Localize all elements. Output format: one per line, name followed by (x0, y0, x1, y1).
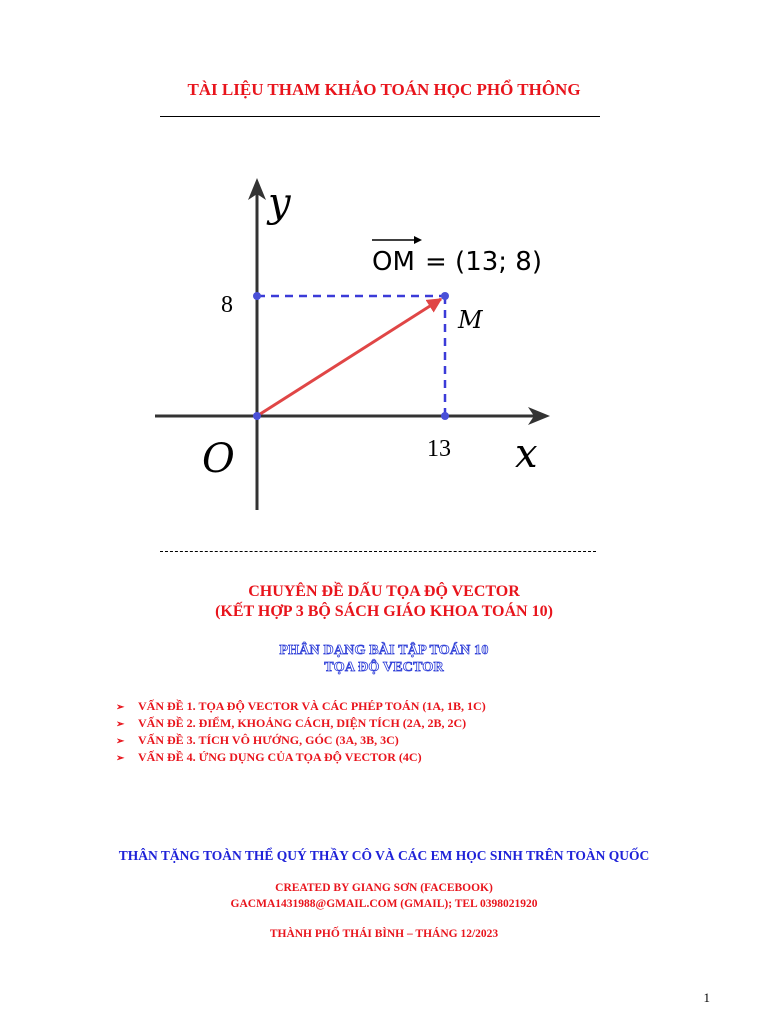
dedication: THÂN TẶNG TOÀN THỂ QUÝ THẦY CÔ VÀ CÁC EM HỌC SINH TRÊN TOÀN QUỐC (118, 848, 650, 863)
page-title: TÀI LIỆU THAM KHẢO TOÁN HỌC PHỔ THÔNG (187, 80, 581, 99)
vector-om (257, 299, 441, 416)
issue-text: VẤN ĐỀ 3. TÍCH VÔ HƯỚNG, GÓC (3A, 3B, 3C) (138, 733, 399, 747)
list-item (116, 715, 486, 732)
point-m-label: M (458, 306, 483, 334)
topic-title-line1: CHUYÊN ĐỀ DẤU TỌA ĐỘ VECTOR (248, 583, 520, 600)
arrow-bullet-icon: ➢ (116, 702, 125, 713)
list-item (116, 732, 486, 749)
vector-value: = (13; 8) (425, 247, 542, 277)
vector-overline-arrow-icon (414, 236, 422, 244)
list-item (116, 698, 486, 715)
arrow-bullet-icon: ➢ (116, 719, 125, 730)
issue-text: VẤN ĐỀ 1. TỌA ĐỘ VECTOR VÀ CÁC PHÉP TOÁN (1A, 1B, 1C) (138, 699, 486, 713)
axis-x-label: x (515, 431, 538, 477)
vector-diagram (140, 160, 580, 530)
page-number: 1 (703, 990, 710, 1005)
topic-title (0, 582, 768, 622)
classification-heading (0, 642, 768, 676)
classification-line1: PHÂN DẠNG BÀI TẬP TOÁN 10 (279, 643, 489, 658)
vector-name: OM (372, 247, 415, 277)
place-date: THÀNH PHỐ THÁI BÌNH – THÁNG 12/2023 (269, 928, 499, 940)
issue-text: VẤN ĐỀ 4. ỨNG DỤNG CỦA TỌA ĐỘ VECTOR (4C) (138, 750, 422, 764)
point-origin (253, 412, 261, 420)
x-value-label: 13 (427, 436, 451, 462)
topic-title-line2: (KẾT HỢP 3 BỘ SÁCH GIÁO KHOA TOÁN 10) (215, 603, 553, 620)
title-underline (160, 116, 600, 117)
point-y8 (253, 292, 261, 300)
classification-line2: TỌA ĐỘ VECTOR (324, 660, 444, 675)
point-m (441, 292, 449, 300)
list-item (116, 749, 486, 766)
arrow-bullet-icon: ➢ (116, 753, 125, 764)
point-x13 (441, 412, 449, 420)
origin-label: O (202, 436, 235, 482)
issue-text: VẤN ĐỀ 2. ĐIỂM, KHOẢNG CÁCH, DIỆN TÍCH (2A, 2B, 2C) (138, 716, 467, 730)
arrow-bullet-icon: ➢ (116, 736, 125, 747)
issue-list (116, 698, 486, 766)
y-value-label: 8 (221, 292, 233, 318)
axis-y-label: y (268, 180, 291, 226)
credits (0, 880, 768, 912)
credits-contact: GACMA1431988@GMAIL.COM (GMAIL); TEL 0398021920 (230, 898, 538, 910)
credits-author: CREATED BY GIANG SƠN (FACEBOOK) (275, 882, 493, 894)
section-divider (160, 551, 596, 552)
